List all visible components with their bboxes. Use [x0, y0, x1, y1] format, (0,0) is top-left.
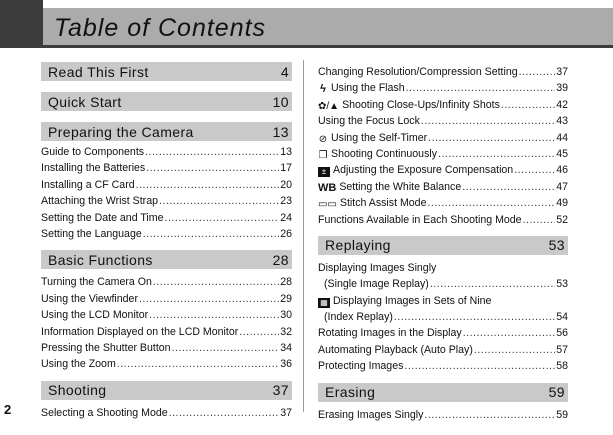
- section-page: 59: [548, 384, 565, 401]
- section-page: 37: [272, 382, 289, 399]
- entry-label: Using the Viewfinder: [41, 292, 138, 305]
- section-page: 4: [280, 63, 289, 80]
- section-read-this-first[interactable]: [41, 62, 292, 81]
- entry-label: Changing Resolution/Compression Setting: [318, 66, 518, 78]
- toc-entry[interactable]: [318, 327, 568, 343]
- entry-label: Guide to Components: [41, 146, 145, 158]
- page-number: 2: [4, 402, 12, 417]
- toc-entry[interactable]: [41, 162, 292, 178]
- entry-label: Installing the Batteries: [41, 162, 146, 175]
- section-title: Quick Start: [48, 93, 122, 110]
- toc-entry[interactable]: [41, 293, 292, 309]
- entry-label: Setting the Language: [41, 227, 142, 240]
- entry-page: 17: [280, 162, 292, 175]
- entry-page: 28: [280, 276, 292, 289]
- leader-dots: [139, 293, 279, 305]
- entry-page: 57: [556, 343, 568, 356]
- leader-dots: [519, 66, 556, 78]
- toc-entry[interactable]: [318, 82, 568, 98]
- entry-label: (Index Replay): [324, 311, 393, 324]
- section-title: Read This First: [48, 63, 149, 80]
- section-page: 53: [548, 237, 565, 254]
- index-display-icon: ▦: [318, 298, 330, 308]
- flash-icon: ϟ: [320, 83, 326, 96]
- corner-block: [0, 0, 43, 48]
- section-preparing-the-camera[interactable]: [41, 122, 292, 141]
- leader-dots: [143, 228, 279, 240]
- entry-page: 37: [280, 406, 292, 419]
- entry-page: 26: [280, 227, 292, 240]
- entry-label: Automating Playback (Auto Play): [318, 343, 473, 356]
- entry-page: 42: [556, 98, 568, 111]
- entry-page: 54: [556, 311, 568, 324]
- toc-entry[interactable]: [318, 132, 568, 148]
- leader-dots: [523, 214, 556, 226]
- section-page: 10: [272, 93, 289, 110]
- toc-entry[interactable]: [41, 358, 292, 374]
- entry-label: Using the Focus Lock: [318, 115, 420, 128]
- section-quick-start[interactable]: [41, 92, 292, 111]
- toc-entry-line1[interactable]: Displaying Images Singly: [318, 261, 437, 274]
- entry-label: Functions Available in Each Shooting Mode: [318, 213, 522, 226]
- entry-label: Adjusting the Exposure Compensation: [333, 164, 514, 177]
- leader-dots: [153, 276, 279, 288]
- toc-entry[interactable]: [41, 228, 292, 244]
- entry-label: Rotating Images in the Display: [318, 327, 462, 340]
- leader-dots: [501, 99, 555, 111]
- entry-label: Shooting Close-Ups/Infinity Shots: [342, 98, 500, 111]
- section-page: 28: [272, 251, 289, 268]
- entry-label: Turning the Camera On: [41, 276, 152, 289]
- entry-label: Using the Zoom: [41, 358, 116, 371]
- entry-label: Information Displayed on the LCD Monitor: [41, 325, 239, 338]
- entry-label: Setting the Date and Time: [41, 211, 164, 224]
- toc-entry[interactable]: [318, 115, 568, 131]
- entry-label: Pressing the Shutter Button: [41, 341, 171, 354]
- entry-page: 30: [280, 309, 292, 322]
- entry-page: 45: [556, 147, 568, 160]
- entry-page: 46: [556, 164, 568, 177]
- entry-label: Using the Flash: [331, 82, 405, 95]
- leader-dots: [239, 326, 279, 338]
- entry-label-line1: Displaying Images in Sets of Nine: [333, 294, 492, 307]
- entry-page: 34: [280, 341, 292, 354]
- leader-dots: [394, 311, 555, 323]
- leader-dots: [438, 148, 555, 160]
- entry-page: 20: [280, 178, 292, 191]
- entry-label: Selecting a Shooting Mode: [41, 406, 168, 419]
- leader-dots: [406, 82, 556, 94]
- leader-dots: [404, 360, 555, 372]
- leader-dots: [474, 344, 555, 356]
- white-balance-icon: WB: [318, 181, 337, 194]
- exposure-compensation-icon: ±: [318, 167, 330, 177]
- continuous-shooting-icon: ❐: [318, 149, 328, 161]
- entry-label: Using the LCD Monitor: [41, 309, 149, 322]
- leader-dots: [463, 327, 556, 339]
- leader-dots: [149, 309, 279, 321]
- leader-dots: [427, 197, 555, 209]
- toc-entry[interactable]: [41, 146, 292, 162]
- leader-dots: [430, 278, 555, 290]
- entry-page: 44: [556, 131, 568, 144]
- toc-entry[interactable]: [41, 212, 292, 228]
- entry-page: 47: [556, 180, 568, 193]
- leader-dots: [421, 115, 555, 127]
- entry-label: Shooting Continuously: [331, 147, 438, 160]
- toc-entry[interactable]: [318, 181, 568, 197]
- entry-page: 58: [556, 360, 568, 373]
- leader-dots: [159, 195, 279, 207]
- toc-entry[interactable]: [41, 276, 292, 292]
- entry-page: 29: [280, 292, 292, 305]
- leader-dots: [428, 132, 555, 144]
- leader-dots: [172, 342, 280, 354]
- toc-entry[interactable]: [318, 99, 568, 115]
- entry-page: 56: [556, 327, 568, 340]
- entry-label: Attaching the Wrist Strap: [41, 195, 158, 208]
- left-column: [41, 62, 292, 423]
- section-title: Basic Functions: [48, 251, 153, 268]
- entry-label: Erasing Images Singly: [318, 408, 424, 421]
- section-erasing[interactable]: [318, 383, 568, 402]
- section-title: Shooting: [48, 382, 107, 399]
- toc-entry[interactable]: [41, 309, 292, 325]
- entry-label: Setting the White Balance: [339, 180, 462, 193]
- entry-label: Installing a CF Card: [41, 178, 135, 191]
- leader-dots: [169, 407, 280, 419]
- column-divider: [303, 60, 304, 412]
- entry-page: 53: [556, 278, 568, 291]
- toc-entry[interactable]: [318, 197, 568, 213]
- macro-infinity-icon: ✿/▲: [318, 100, 340, 112]
- toc-entry[interactable]: [41, 179, 292, 195]
- section-title: Erasing: [325, 384, 376, 401]
- right-column: [318, 66, 568, 425]
- toc-entry[interactable]: [318, 311, 568, 327]
- toc-entry-line1[interactable]: [318, 295, 568, 311]
- entry-page: 23: [280, 195, 292, 208]
- section-replaying[interactable]: [318, 236, 568, 255]
- section-page: 13: [272, 123, 289, 140]
- toc-entry[interactable]: [318, 66, 568, 82]
- toc-entry[interactable]: [41, 342, 292, 358]
- leader-dots: [424, 409, 555, 421]
- entry-page: 36: [280, 358, 292, 371]
- toc-entry[interactable]: [318, 344, 568, 360]
- leader-dots: [117, 358, 279, 370]
- entry-label: Protecting Images: [318, 360, 404, 373]
- entry-label: (Single Image Replay): [324, 278, 429, 291]
- toc-entry[interactable]: [318, 278, 568, 294]
- entry-page: 39: [556, 82, 568, 95]
- toc-entry[interactable]: [318, 360, 568, 376]
- entry-page: 49: [556, 197, 568, 210]
- leader-dots: [462, 181, 555, 193]
- entry-page: 13: [280, 146, 292, 158]
- entry-page: 24: [280, 211, 292, 224]
- entry-label: Stitch Assist Mode: [339, 197, 427, 210]
- toc-entry[interactable]: [318, 164, 568, 180]
- self-timer-icon: ⊘: [318, 133, 328, 145]
- entry-page: 59: [556, 408, 568, 421]
- entry-page: 43: [556, 115, 568, 128]
- toc-entry[interactable]: [41, 195, 292, 211]
- section-shooting[interactable]: [41, 381, 292, 400]
- section-title: Preparing the Camera: [48, 123, 194, 140]
- toc-entry[interactable]: [318, 214, 568, 230]
- section-basic-functions[interactable]: [41, 250, 292, 269]
- leader-dots: [165, 212, 280, 224]
- stitch-assist-icon: ▭▭: [318, 199, 337, 211]
- leader-dots: [514, 164, 555, 176]
- toc-entry[interactable]: [318, 409, 568, 425]
- section-title: Replaying: [325, 237, 391, 254]
- toc-entry[interactable]: [41, 407, 292, 423]
- entry-page: 32: [280, 325, 292, 338]
- leader-dots: [136, 179, 280, 191]
- entry-label: Using the Self-Timer: [331, 131, 428, 144]
- entry-page: 52: [556, 213, 568, 226]
- leader-dots: [146, 162, 279, 174]
- page-title: Table of Contents: [54, 14, 267, 42]
- entry-page: 37: [556, 66, 568, 78]
- leader-dots: [145, 146, 279, 158]
- toc-entry[interactable]: [318, 148, 568, 164]
- toc-entry[interactable]: [41, 326, 292, 342]
